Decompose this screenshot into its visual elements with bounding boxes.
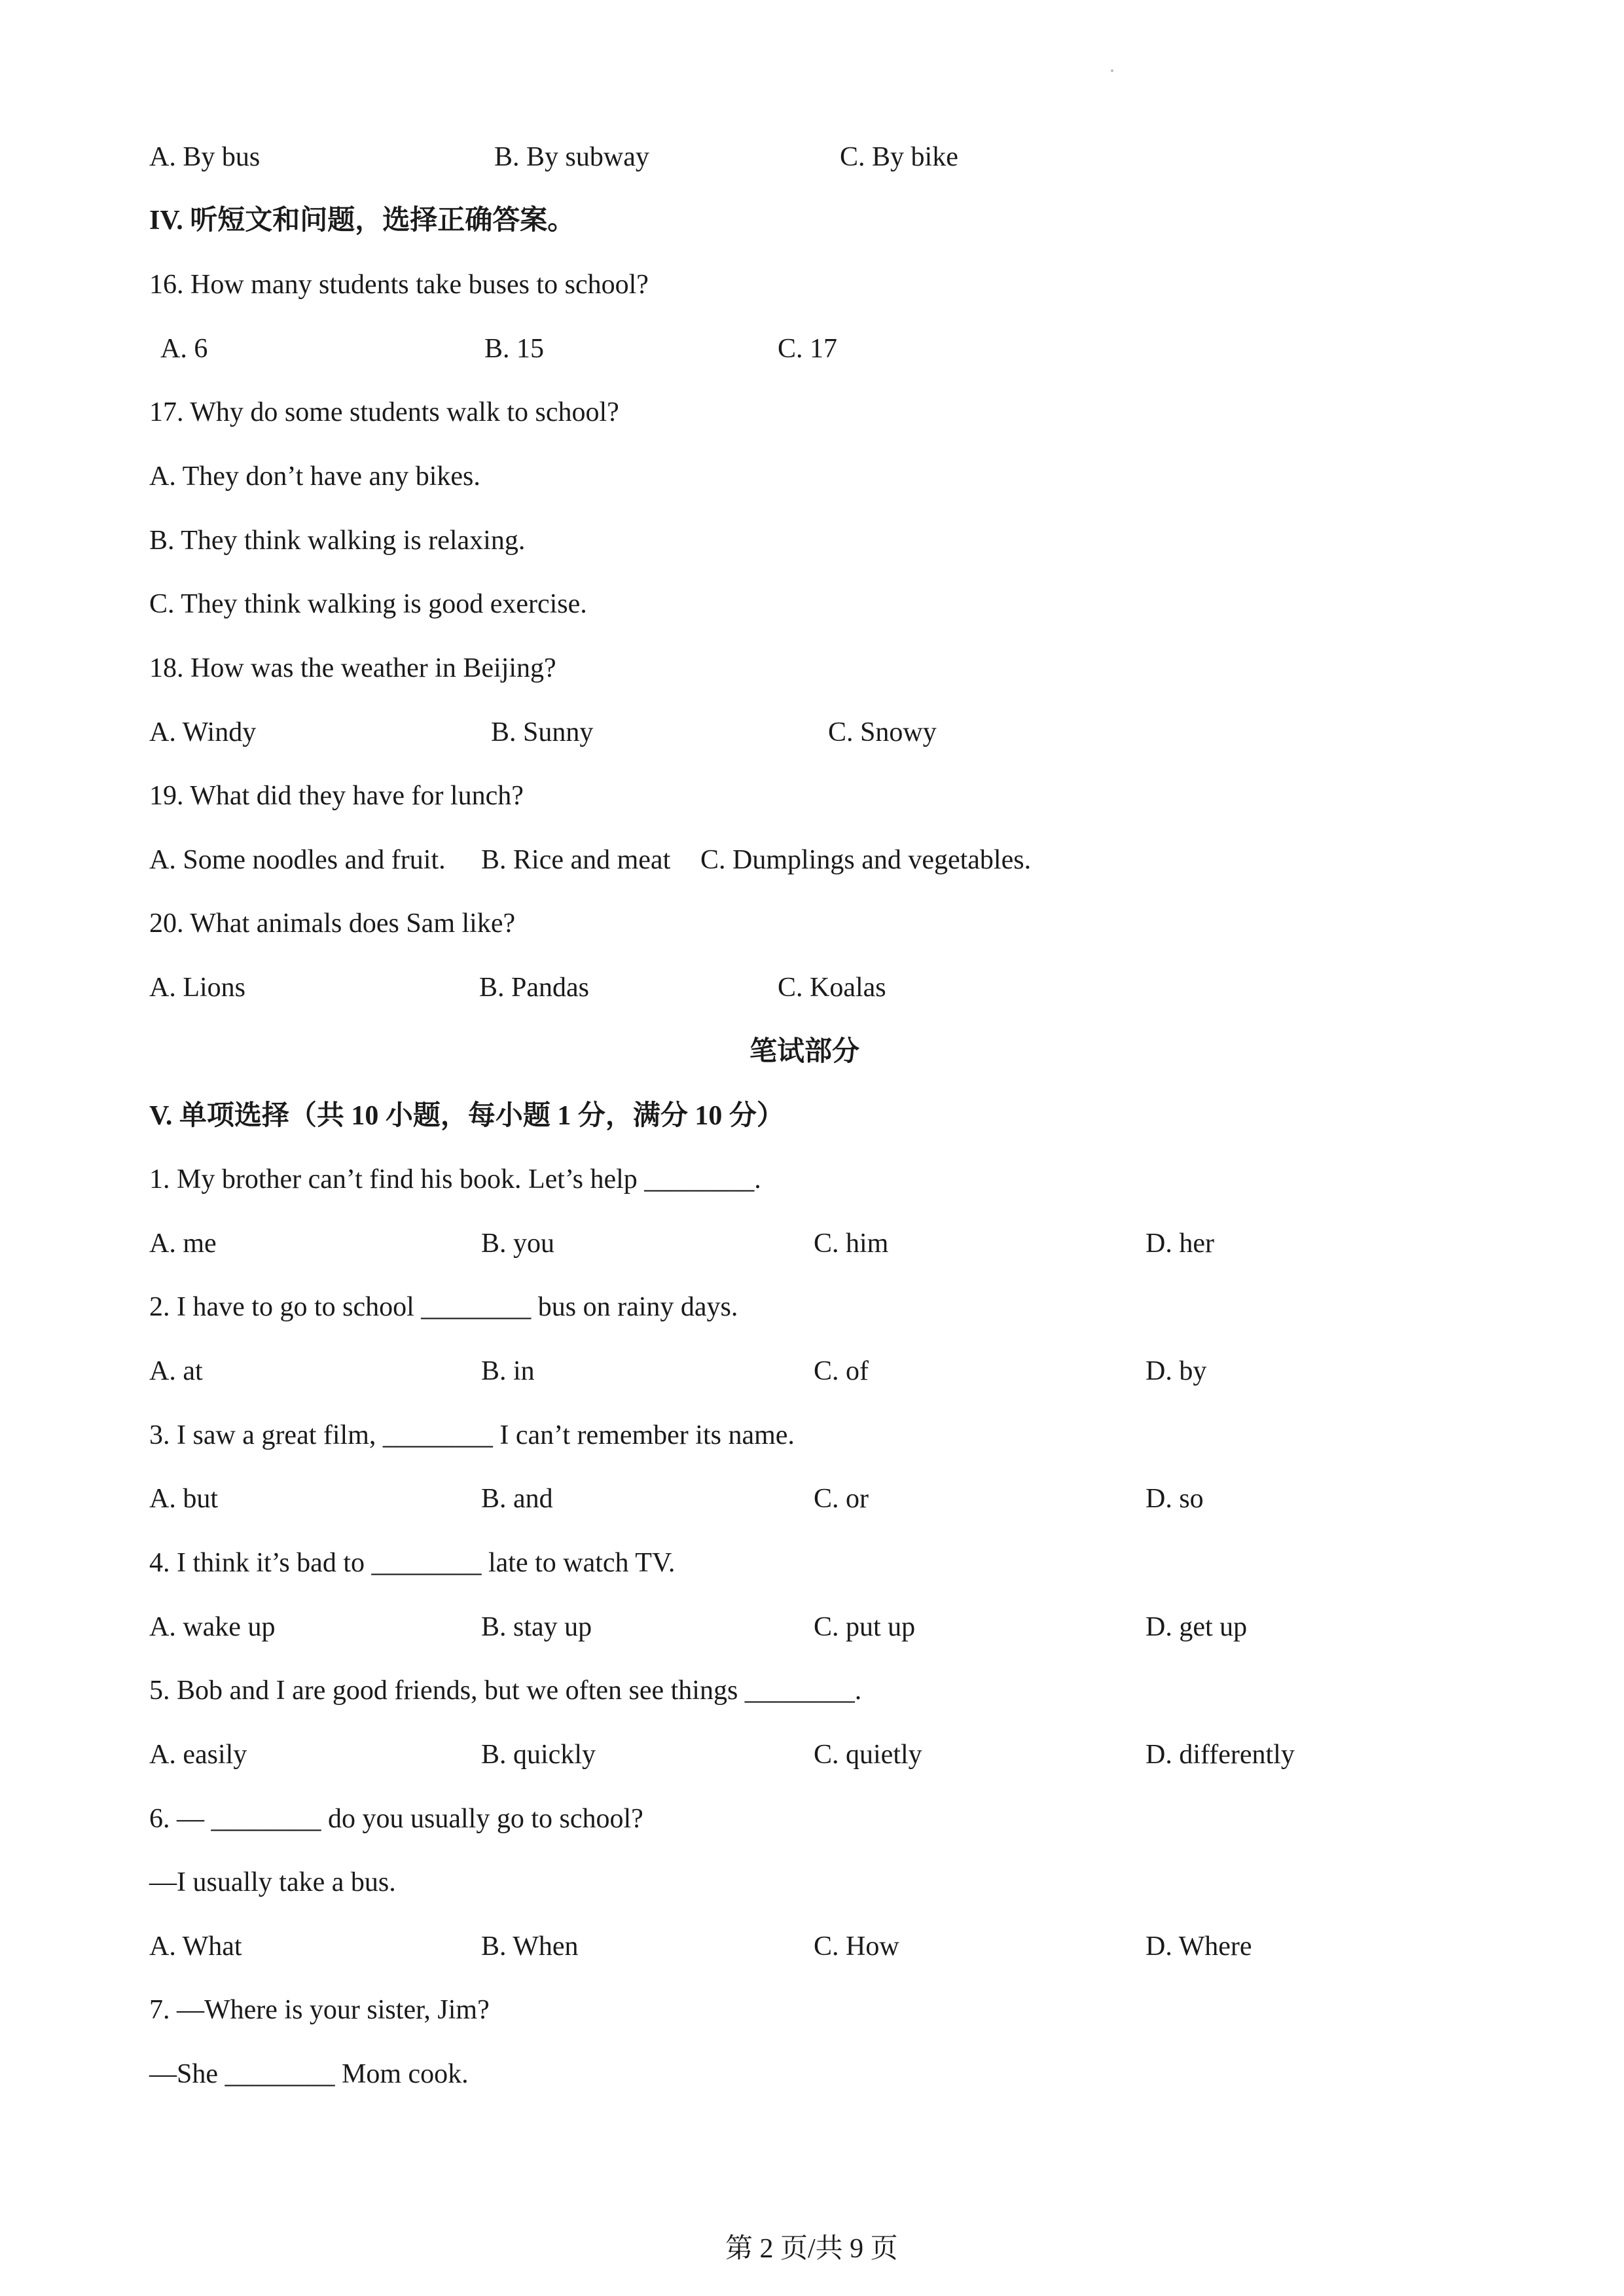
option-text: B. you bbox=[481, 1229, 555, 1259]
option-text: B. and bbox=[481, 1484, 553, 1514]
option-text: A. at bbox=[149, 1356, 203, 1386]
option-text: C. him bbox=[814, 1229, 889, 1259]
option-text: C. Snowy bbox=[828, 717, 937, 747]
scan-speck bbox=[1111, 69, 1113, 72]
section-heading: IV. 听短文和问题，选择正确答案。 bbox=[149, 206, 575, 236]
option-text: A. Lions bbox=[149, 973, 245, 1003]
option-text: D. get up bbox=[1146, 1612, 1248, 1642]
option-text: C. put up bbox=[814, 1612, 916, 1642]
option-text: C. of bbox=[814, 1356, 869, 1386]
option-text: A. easily bbox=[149, 1740, 247, 1770]
option-text: A. What bbox=[149, 1931, 242, 1962]
option-text: C. quietly bbox=[814, 1740, 922, 1770]
option-text: A. wake up bbox=[149, 1612, 276, 1642]
option-text: A. Some noodles and fruit. bbox=[149, 845, 446, 875]
option-text: B. Sunny bbox=[491, 717, 594, 747]
question-text: 4. I think it’s bad to ________ late to watch TV. bbox=[149, 1548, 676, 1578]
option-text: B. Pandas bbox=[479, 973, 589, 1003]
question-text: 2. I have to go to school ________ bus on rainy days. bbox=[149, 1292, 738, 1322]
option-text: D. differently bbox=[1146, 1740, 1295, 1770]
question-text: 7. —Where is your sister, Jim? bbox=[149, 1995, 490, 2025]
option-text: C. 17 bbox=[778, 334, 838, 364]
option-text: C. How bbox=[814, 1931, 899, 1962]
option-text: B. 15 bbox=[484, 334, 545, 364]
option-text: C. They think walking is good exercise. bbox=[149, 589, 587, 619]
option-text: C. or bbox=[814, 1484, 869, 1514]
option-text: B. in bbox=[481, 1356, 535, 1386]
option-text: C. Dumplings and vegetables. bbox=[700, 845, 1032, 875]
question-text: 16. How many students take buses to school? bbox=[149, 270, 649, 300]
section-heading: V. 单项选择（共 10 小题，每小题 1 分，满分 10 分） bbox=[149, 1101, 784, 1131]
option-text: A. They don’t have any bikes. bbox=[149, 461, 480, 492]
section-title: 笔试部分 bbox=[749, 1037, 860, 1067]
option-text: B. quickly bbox=[481, 1740, 596, 1770]
option-text: B. By subway bbox=[494, 142, 649, 172]
question-text: 3. I saw a great film, ________ I can’t remember its name. bbox=[149, 1420, 795, 1450]
option-text: A. 6 bbox=[160, 334, 208, 364]
question-text: 18. How was the weather in Beijing? bbox=[149, 653, 556, 683]
option-text: D. by bbox=[1146, 1356, 1207, 1386]
option-text: B. stay up bbox=[481, 1612, 592, 1642]
option-text: A. Windy bbox=[149, 717, 257, 747]
answer-text: —She ________ Mom cook. bbox=[149, 2059, 469, 2089]
option-text: A. me bbox=[149, 1229, 217, 1259]
page-footer: 第 2 页/共 9 页 bbox=[725, 2234, 898, 2264]
option-text: C. By bike bbox=[840, 142, 958, 172]
question-text: 1. My brother can’t find his book. Let’s help ________. bbox=[149, 1164, 761, 1194]
option-text: A. By bus bbox=[149, 142, 261, 172]
option-text: B. Rice and meat bbox=[481, 845, 671, 875]
option-text: A. but bbox=[149, 1484, 218, 1514]
option-text: D. Where bbox=[1146, 1931, 1252, 1962]
question-text: 5. Bob and I are good friends, but we often see things ________. bbox=[149, 1676, 862, 1706]
option-text: D. so bbox=[1146, 1484, 1204, 1514]
question-text: 6. — ________ do you usually go to school? bbox=[149, 1804, 643, 1834]
option-text: C. Koalas bbox=[778, 973, 886, 1003]
question-text: 19. What did they have for lunch? bbox=[149, 781, 524, 811]
question-text: 17. Why do some students walk to school? bbox=[149, 397, 619, 427]
option-text: B. They think walking is relaxing. bbox=[149, 526, 526, 556]
answer-text: —I usually take a bus. bbox=[149, 1867, 396, 1897]
option-text: D. her bbox=[1146, 1229, 1214, 1259]
question-text: 20. What animals does Sam like? bbox=[149, 908, 516, 939]
option-text: B. When bbox=[481, 1931, 579, 1962]
